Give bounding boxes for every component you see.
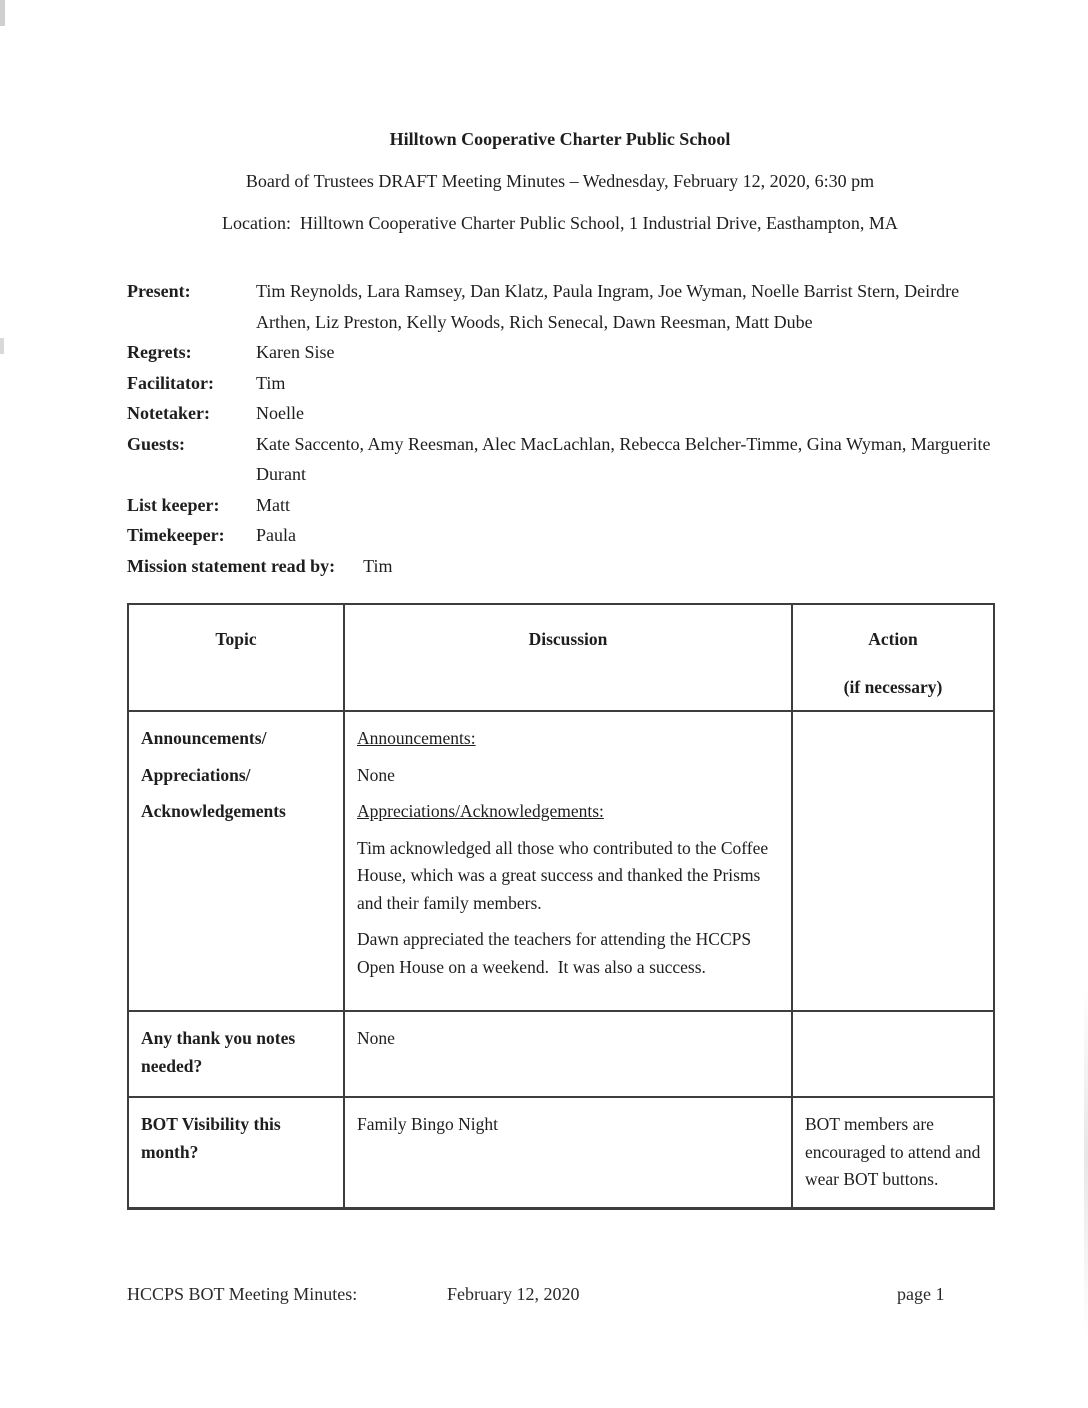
discussion-cell [344,1011,792,1097]
document-header [127,130,993,256]
action-cell [792,711,994,1011]
meta-row-timekeeper [127,520,993,551]
discussion-paragraph: None [357,764,395,785]
timekeeper-label: Timekeeper: [127,525,225,545]
meta-row-guests [127,429,993,490]
column-header-discussion: Discussion [344,604,792,711]
guests-label: Guests: [127,433,185,454]
listkeeper-value: Matt [256,494,290,515]
meta-row-present [127,276,993,337]
mission-label: Mission statement read by: [127,555,336,576]
action-header-line1: Action [868,629,918,649]
present-value: Tim Reynolds, Lara Ramsey, Dan Klatz, Paula Ingram, Joe Wyman, Noelle Barrist Stern, Deirdre Arthen, Liz Preston, Kelly Woods, Rich Senecal, Dawn Reesman, Matt Dube [256,281,963,332]
present-label: Present: [127,281,191,301]
meta-row-notetaker [127,398,993,429]
column-header-action [792,604,994,711]
regrets-value: Karen Sise [256,342,335,362]
notetaker-label: Notetaker: [127,403,210,423]
discussion-paragraph: Dawn appreciated the teachers for attending the HCCPS Open House on a weekend. It was also a success. [357,929,756,977]
table-row [128,1097,994,1208]
meta-row-mission [127,551,993,582]
scan-artifact [0,338,4,354]
discussion-heading: Announcements: [357,728,476,748]
topic-line: Acknowledgements [141,801,286,821]
regrets-label: Regrets: [127,342,192,362]
meta-row-facilitator [127,368,993,399]
table-header-row [128,604,994,711]
notetaker-value: Noelle [256,403,304,423]
meta-row-listkeeper [127,490,993,521]
discussion-heading: Appreciations/Acknowledgements: [357,801,604,821]
facilitator-label: Facilitator: [127,372,214,393]
listkeeper-label: List keeper: [127,494,220,515]
footer-date: February 12, 2020 [447,1284,580,1304]
column-header-topic: Topic [128,604,344,711]
topic-cell [128,1097,344,1208]
topic-cell [128,711,344,1011]
meeting-info [127,276,993,581]
guests-value: Kate Saccento, Amy Reesman, Alec MacLachlan, Rebecca Belcher-Timme, Gina Wyman, Marguerite Durant [256,433,995,484]
discussion-cell [344,1097,792,1208]
discussion-paragraph: Tim acknowledged all those who contributed to the Coffee House, which was a great success and thanked the Prisms and their family members. [357,837,773,913]
footer-document-name: HCCPS BOT Meeting Minutes: [127,1284,358,1304]
topic-line: Any thank you notes needed? [141,1028,300,1076]
topic-line: BOT Visibility this month? [141,1114,286,1162]
mission-value: Tim [363,555,393,576]
table-row [128,1011,994,1097]
page-title: Hilltown Cooperative Charter Public School [389,129,731,149]
facilitator-value: Tim [256,372,286,393]
discussion-paragraph: None [357,1028,395,1048]
timekeeper-value: Paula [256,525,296,545]
discussion-cell [344,711,792,1011]
footer-page-number: page 1 [897,1284,945,1304]
scan-artifact [1084,0,1088,1408]
minutes-table [127,603,995,1210]
discussion-paragraph: Family Bingo Night [357,1114,498,1134]
action-cell [792,1011,994,1097]
meta-row-regrets [127,337,993,368]
table-row [128,711,994,1011]
action-cell [792,1097,994,1208]
scan-artifact [0,0,5,26]
action-text: BOT members are encouraged to attend and wear BOT buttons. [805,1114,985,1189]
action-header-line2: (if necessary) [843,677,943,697]
document-subtitle: Board of Trustees DRAFT Meeting Minutes – Wednesday, February 12, 2020, 6:30 pm [245,171,875,191]
document-location: Location: Hilltown Cooperative Charter Public School, 1 Industrial Drive, Easthampton, MA [222,213,898,233]
topic-cell [128,1011,344,1097]
topic-line: Announcements/ [141,728,267,748]
topic-line: Appreciations/ [141,764,251,785]
